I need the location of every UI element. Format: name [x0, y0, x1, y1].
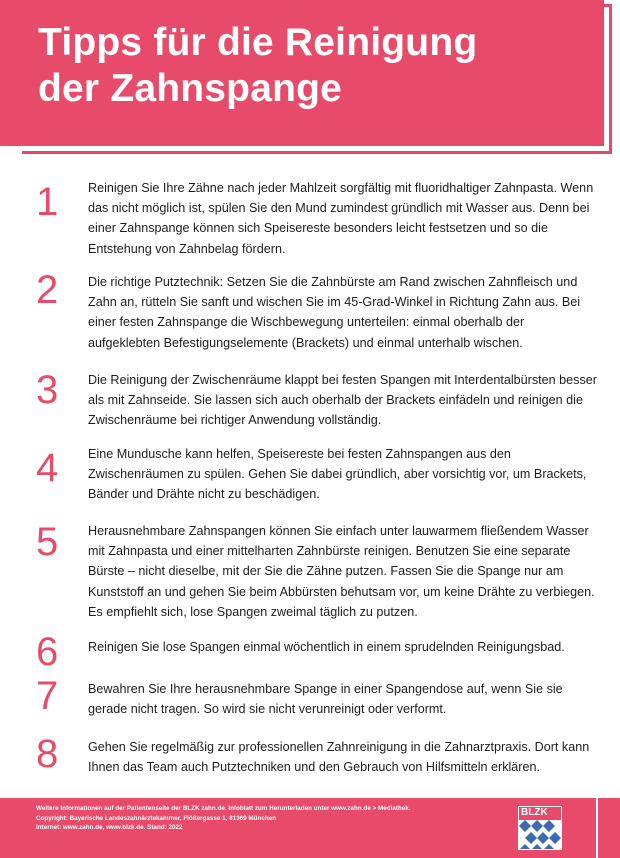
page-title [38, 20, 477, 112]
footer-divider [596, 798, 598, 858]
tip-text: Die Reinigung der Zwischenräume klappt bei festen Spangen mit Interdentalbürsten besser als mit Zahnseide. Sie lassen sich auch oberhalb der Brackets einfädeln und reinigen die Zwischenräume bei richtiger Anwendung vollständig. [88, 373, 597, 428]
tip-text: Reinigen Sie lose Spangen einmal wöchentlich in einem sprudelnden Reinigungsbad. [88, 640, 565, 654]
tip-text: Eine Mundusche kann helfen, Speisereste bei festen Zahnspangen aus den Zwischenräumen zu spülen. Gehen Sie dabei gründlich, aber vorsichtig vor, um Brackets, Bänder und Drähte nicht zu beschädigen. [88, 447, 587, 502]
tip-number: 7 [36, 674, 59, 718]
tip-number: 2 [36, 268, 59, 312]
tip-number: 6 [36, 630, 59, 674]
title-line-1: Tipps für die Reinigung [38, 21, 478, 64]
footer-line-3: Internet: www.zahn.de, www.blzk.de. Stand: 2022 [36, 824, 183, 832]
blzk-logo [518, 806, 562, 850]
footer-line-1: Weitere Informationen auf der Patientenseite der BLZK zahn.de. Infoblatt zum Herunterladen unter www.zahn.de > Mediathek. [36, 805, 411, 812]
tip-text: Gehen Sie regelmäßig zur professionellen Zahnreinigung in die Zahnarztpraxis. Dort kann Ihnen das Team auch Putztechniken und den Gebrauch von Hilfsmitteln erklären. [88, 740, 590, 775]
bavarian-lozenge-icon [519, 820, 561, 850]
footer-bar [0, 798, 620, 858]
tip-number: 5 [36, 520, 59, 564]
header-banner [0, 0, 604, 146]
tip-number: 4 [36, 446, 59, 490]
tip-number: 8 [36, 732, 59, 776]
tip-text: Herausnehmbare Zahnspangen können Sie einfach unter lauwarmem fließendem Wasser mit Zahnpasta und einer mittelharten Zahnbürste reinigen. Benutzen Sie eine separate Bürste – nicht dieselbe, mit der Sie die Zähne putzen. Fassen Sie die Spange nur am Kunststoff an und gehen Sie beim Abbürsten behutsam vor, um keine Drähte zu verbiegen. Es empfiehlt sich, lose Spangen zweimal täglich zu putzen. [88, 524, 595, 619]
tip-number: 1 [36, 180, 59, 224]
tip-text: Die richtige Putztechnik: Setzen Sie die Zahnbürste am Rand zwischen Zahnfleisch und Zahn an, rütteln Sie sanft und wischen Sie im 45-Grad-Winkel in Richtung Zahn aus. Bei einer festen Zahnspange die Wischbewegung unterteilen: einmal oberhalb der aufgeklebten Befestigungselemente (Brackets) und einmal unterhalb wischen. [88, 275, 581, 350]
footer-info [36, 804, 506, 833]
tip-text: Reinigen Sie Ihre Zähne nach jeder Mahlzeit sorgfältig mit fluoridhaltiger Zahnpasta. Wenn das nicht möglich ist, spülen Sie den Mund zumindest gründlich mit Wasser aus. Denn bei einer Zahnspange können sich Speisereste besonders leicht festsetzen und so die Entstehung von Zahnbelag fördern. [88, 181, 594, 256]
logo-text: BLZK [521, 807, 548, 818]
title-line-2: der Zahnspange [38, 67, 343, 110]
tip-number: 3 [36, 368, 59, 412]
tip-text: Bewahren Sie Ihre herausnehmbare Spange in einer Spangendose auf, wenn Sie sie gerade nicht tragen. So wird sie nicht verunreinigt oder verformt. [88, 682, 563, 717]
footer-line-2: Copyright: Bayerische Landeszahnärztekammer, Flößergasse 1, 81369 München [36, 814, 277, 822]
